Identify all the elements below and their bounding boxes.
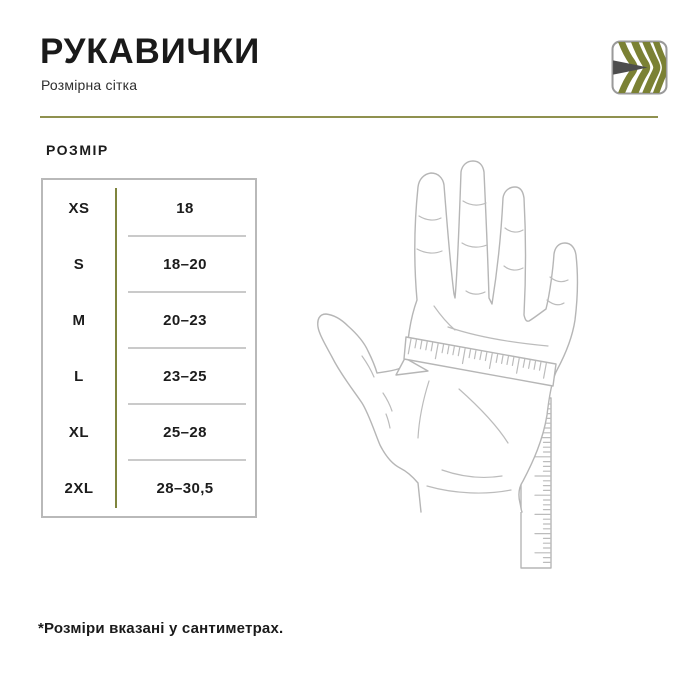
- table-row: [43, 236, 255, 292]
- brand-waves-arrow-icon: [611, 40, 668, 95]
- size-table: [41, 178, 257, 518]
- size-cell: M: [72, 311, 86, 329]
- page-subtitle: Розмірна сітка: [41, 77, 138, 93]
- table-row: [43, 404, 255, 460]
- footnote: *Розміри вказані у сантиметрах.: [38, 620, 284, 637]
- value-cell: 20–23: [163, 311, 207, 329]
- hand-silhouette: [318, 161, 578, 512]
- size-cell: 2XL: [64, 479, 94, 497]
- value-cell: 23–25: [163, 367, 207, 385]
- size-cell: XS: [68, 199, 90, 217]
- value-cell: 18: [176, 199, 194, 217]
- hand-outline: [318, 161, 578, 512]
- wrist-ruler-icon: [521, 398, 551, 568]
- size-cell: XL: [68, 423, 90, 441]
- hand-creases: [362, 201, 568, 493]
- table-row: [43, 292, 255, 348]
- size-cell: S: [73, 255, 85, 273]
- value-cell: 18–20: [163, 255, 207, 273]
- value-cell: 25–28: [163, 423, 207, 441]
- size-cell: L: [74, 367, 84, 385]
- value-cell: 28–30,5: [156, 479, 214, 497]
- table-row: [43, 180, 255, 236]
- table-row: [43, 460, 255, 516]
- measuring-tape-icon: [396, 337, 556, 386]
- page-title: РУКАВИЧКИ: [40, 32, 261, 71]
- table-row: [43, 348, 255, 404]
- size-table-label: РОЗМІР: [46, 142, 109, 158]
- header-divider: [40, 116, 658, 118]
